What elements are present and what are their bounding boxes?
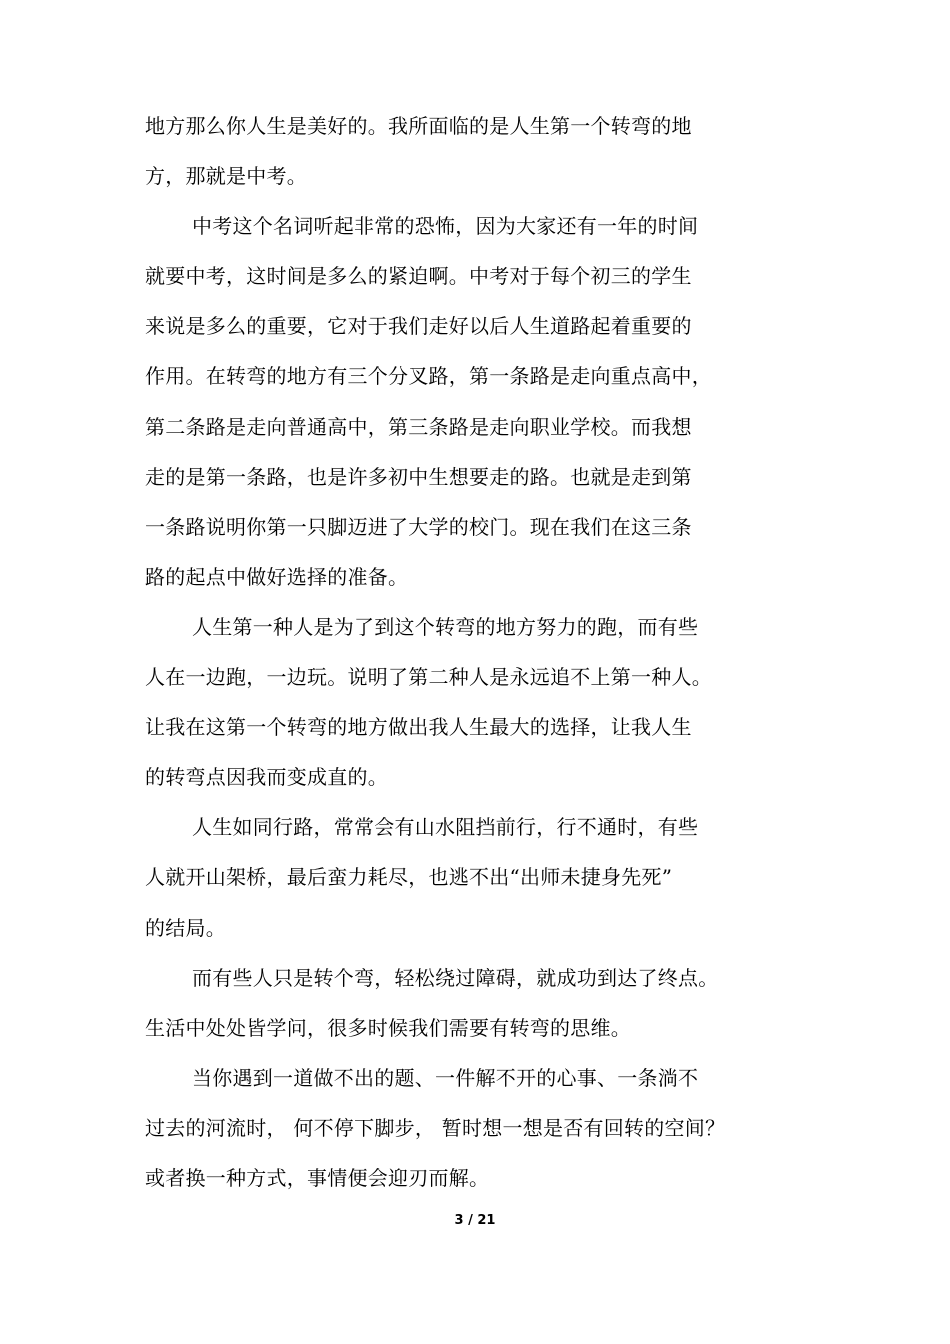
- text-line: 的转弯点因我而变成直的。: [145, 765, 388, 790]
- text-line: 中考这个名词听起非常的恐怖，因为大家还有一年的时间: [192, 214, 699, 239]
- text-line: 路的起点中做好选择的准备。: [145, 564, 409, 589]
- text-line: 让我在这第一个转弯的地方做出我人生最大的选择，让我人生: [145, 715, 692, 740]
- text-line: 的结局。: [145, 915, 226, 940]
- text-line: 过去的河流时， 何不停下脚步， 暂时想一想是否有回转的空间？: [145, 1115, 726, 1140]
- text-line: 人就开山架桥，最后蛮力耗尽，也逃不出“出师未捷身先死”: [145, 865, 673, 890]
- page-number: 3 / 21: [454, 1213, 496, 1228]
- text-line: 人生如同行路，常常会有山水阻挡前行，行不通时，有些: [192, 815, 699, 840]
- text-line: 走的是第一条路，也是许多初中生想要走的路。也就是走到第: [145, 464, 692, 489]
- text-line: 作用。在转弯的地方有三个分叉路，第一条路是走向重点高中，: [145, 364, 712, 389]
- text-line: 人生第一种人是为了到这个转弯的地方努力的跑，而有些: [192, 614, 699, 639]
- text-line: 地方那么你人生是美好的。我所面临的是人生第一个转弯的地: [145, 114, 692, 138]
- text-line: 方，那就是中考。: [145, 164, 307, 189]
- body-text: [145, 101, 785, 1203]
- text-line: 人在一边跑，一边玩。说明了第二种人是永远追不上第一种人。: [145, 665, 712, 690]
- text-line: 而有些人只是转个弯，轻松绕过障碍，就成功到达了终点。: [192, 965, 719, 990]
- text-line: 生活中处处皆学问，很多时候我们需要有转弯的思维。: [145, 1015, 631, 1040]
- text-line: 或者换一种方式，事情便会迎刃而解。: [145, 1165, 490, 1190]
- text-line: 第二条路是走向普通高中，第三条路是走向职业学校。而我想: [145, 414, 692, 439]
- text-line: 就要中考，这时间是多么的紧迫啊。中考对于每个初三的学生: [145, 264, 692, 289]
- text-line: 当你遇到一道做不出的题、一件解不开的心事、一条淌不: [192, 1065, 699, 1090]
- text-line: 一条路说明你第一只脚迈进了大学的校门。现在我们在这三条: [145, 514, 692, 539]
- text-line: 来说是多么的重要，它对于我们走好以后人生道路起着重要的: [145, 314, 692, 339]
